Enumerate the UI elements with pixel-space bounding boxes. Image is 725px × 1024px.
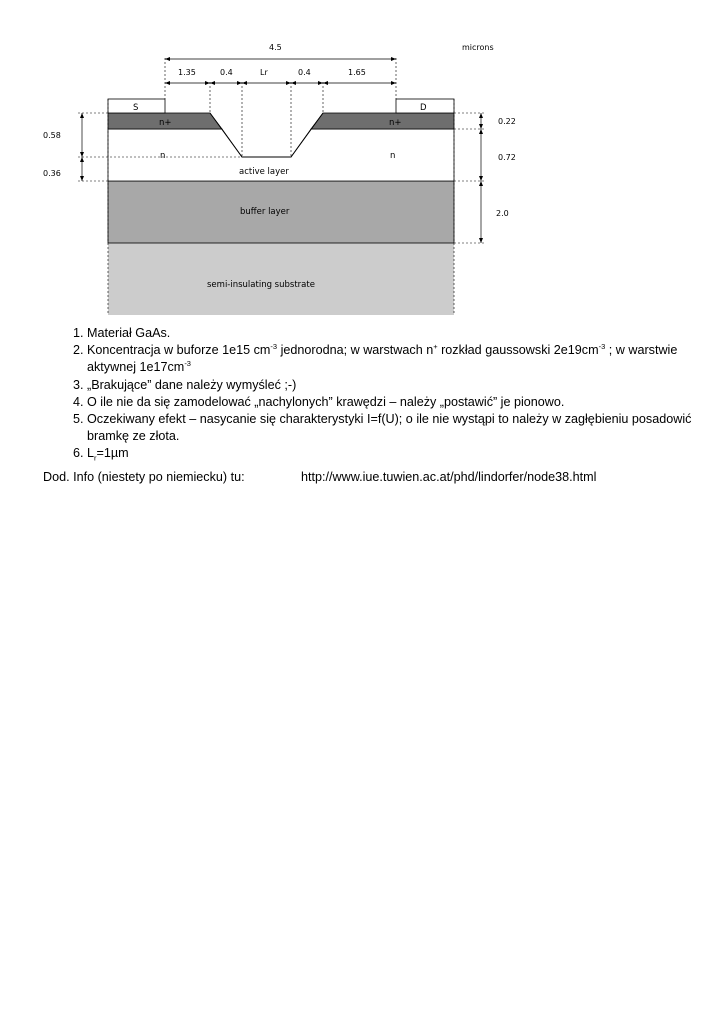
dim-total-width: 4.5 [269, 43, 282, 52]
extra-info-label: Dod. Info (niestety po niemiecku) tu: [43, 469, 245, 484]
active-layer-label: active layer [239, 167, 289, 177]
list-item: 5. Oczekiwany efekt – nasycanie się charakterystyki I=f(U); o ile nie wystąpi to należy w zagłębieniu posadowić bramkę ze złota. [87, 411, 693, 445]
semi-insulating-substrate-layer [108, 243, 454, 315]
source-label: S [133, 103, 139, 113]
dim-left-lower: 0.36 [43, 169, 61, 178]
notes-section [43, 325, 693, 487]
n-right-label: n [390, 151, 396, 161]
units-label: microns [462, 43, 494, 52]
list-item: 3. „Brakujące” dane należy wymyśleć ;-) [87, 377, 693, 394]
substrate-label: semi-insulating substrate [207, 280, 315, 290]
dim-right-buffer: 2.0 [496, 209, 509, 218]
dim-left-slope: 0.4 [220, 68, 233, 77]
list-item: 1. Materiał GaAs. [87, 325, 693, 342]
extra-info-line [43, 469, 693, 487]
dim-right-slope: 0.4 [298, 68, 311, 77]
mesfet-cross-section-diagram [0, 0, 725, 330]
nplus-left-label: n+ [159, 118, 172, 128]
dim-left-contact: 1.35 [178, 68, 196, 77]
n-left-label: n [160, 151, 166, 161]
nplus-right-label: n+ [389, 118, 402, 128]
dim-right-active: 0.72 [498, 153, 516, 162]
dim-right-contact: 1.65 [348, 68, 366, 77]
drain-label: D [420, 103, 427, 113]
buffer-layer-label: buffer layer [240, 207, 290, 217]
extra-info-url[interactable]: http://www.iue.tuwien.ac.at/phd/lindorfer/node38.html [301, 469, 597, 484]
dim-left-upper: 0.58 [43, 131, 61, 140]
nplus-layer-right [311, 113, 454, 129]
list-item: 4. O ile nie da się zamodelować „nachylonych” krawędzi – należy „postawić” je pionowo. [87, 394, 693, 411]
requirements-list [43, 325, 693, 463]
list-item: 6. $L_r=1\mu m$ [87, 445, 693, 462]
list-item: 2. Koncentracja w buforze 1e15 $cm^{-3}$ jednorodna; w warstwach n+ rozkład gaussowski $2e19cm^{-3}$ ; w warstwie aktywnej $1e17cm^{-3}$ [87, 342, 693, 376]
dim-right-nplus: 0.22 [498, 117, 516, 126]
dim-gate-length: Lr [260, 68, 268, 77]
